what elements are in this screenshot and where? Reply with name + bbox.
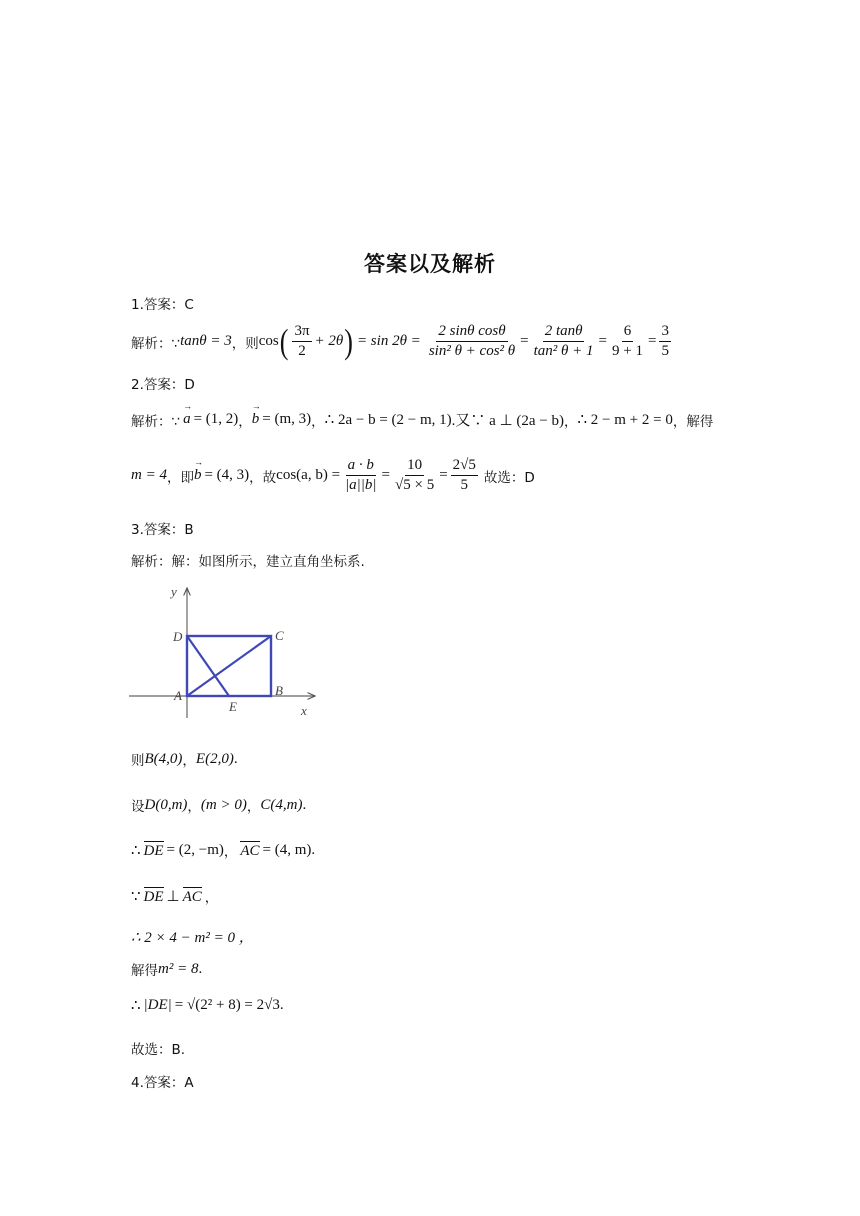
equals: =: [520, 333, 529, 350]
q2-frac-c: $\frac{2√5}{5}$: [452, 457, 476, 494]
q2-frac-b: $\frac{10}{√5 \times 5}$: [395, 457, 435, 494]
paren-right: ): [344, 321, 353, 361]
q1-frac1: $\frac{3\pi}{2}$: [294, 323, 310, 360]
comma: ，: [223, 844, 238, 860]
label-x: x: [301, 703, 307, 718]
label-d: D: [173, 629, 183, 644]
q3-line7: [131, 996, 284, 1015]
q1-frac4: $\frac{6}{9 + 1}$: [612, 323, 643, 360]
condition: (m > 0): [200, 796, 247, 813]
q2-choose: 故选：D: [483, 469, 535, 486]
text: 解得: [131, 963, 158, 979]
period: .: [311, 841, 316, 858]
q2-solution-line2: [131, 457, 535, 495]
coordinate-diagram: [129, 584, 321, 720]
vector-a: → a: [183, 411, 191, 428]
label-e: E: [229, 699, 237, 714]
point-e: E(2,0): [195, 750, 234, 767]
comma: ，: [564, 413, 578, 430]
q2-solution-line1: [131, 409, 713, 430]
vector-b: → b: [194, 467, 202, 484]
q3-line1: [131, 749, 238, 769]
q3-choose: 故选：B.: [131, 1042, 186, 1058]
q2-frac-a: $\frac{a \cdot b}{|a||b|}$: [345, 457, 377, 494]
comma: ，: [204, 890, 219, 906]
equals: =: [647, 333, 657, 350]
q2-perp: .又∵ a ⊥ (2a − b): [451, 413, 565, 429]
because: ∵: [131, 888, 141, 905]
q2-m-val: m = 4: [131, 467, 167, 484]
comma: ，: [246, 799, 261, 815]
point-c: C(4,m): [260, 796, 303, 813]
q2-solve: ，解得: [672, 413, 714, 430]
q3-intro: 解析：解：如图所示，建立直角坐标系.: [131, 554, 365, 570]
period: .: [279, 997, 284, 1013]
value: = (4, m): [262, 841, 312, 858]
q1-frac2: $\frac{\text{2 sinθ cosθ}}{\text{sin² θ + cos² θ}}$: [428, 323, 516, 360]
q1-frac5: $\frac{3}{5}$: [661, 323, 669, 360]
result: = √(2² + 8) = 2√3: [174, 997, 280, 1013]
vector-b: → b: [252, 411, 260, 428]
equals: =: [381, 467, 390, 484]
label-y: y: [171, 584, 177, 599]
value: = (2, −m): [166, 841, 224, 858]
q3-line3: [131, 840, 315, 860]
q1-eq1: = sin 2θ =: [356, 333, 421, 350]
diagonal-ac: [187, 636, 271, 696]
vector-ac: AC: [182, 888, 202, 905]
text: 设: [131, 799, 145, 815]
q3-line4: [131, 886, 218, 906]
q1-answer: 1.答案：C: [131, 297, 194, 313]
text: 则: [131, 753, 145, 769]
segment-de: [187, 636, 229, 696]
q2-a-val: = (1, 2): [193, 411, 239, 427]
comma: ，: [187, 799, 201, 815]
equals: =: [598, 333, 608, 350]
q2-cos-lhs: cos(a, b) =: [276, 467, 341, 484]
vector-de: DE: [143, 888, 164, 905]
equals: =: [439, 467, 448, 484]
period: .: [198, 960, 203, 977]
point-d: D(0,m): [144, 796, 188, 813]
q1-given: tanθ = 3: [180, 333, 232, 350]
perp-symbol: ⊥: [166, 888, 180, 905]
q4-answer: 4.答案：A: [131, 1075, 194, 1091]
q3-line6: [131, 959, 202, 979]
q1-then: ，则: [231, 335, 259, 352]
magnitude-de: |DE|: [143, 997, 172, 1013]
q3-line5: ∴ 2 × 4 − m² = 0 ，: [131, 930, 254, 946]
q1-frac3: $\frac{2 \tan\theta}{\text{tan² θ + 1}}$: [533, 323, 594, 360]
q2-eqn: ∴ 2 − m + 2 = 0: [577, 412, 673, 428]
q1-solution: [131, 323, 674, 361]
point-b: B(4,0): [144, 750, 183, 767]
label-a: A: [174, 688, 182, 703]
paren-left: (: [279, 321, 289, 361]
therefore: ∴: [131, 998, 141, 1014]
q2-gu: ，故: [249, 469, 277, 486]
page-title: 答案以及解析: [364, 252, 496, 276]
label-b: B: [275, 683, 283, 698]
q2-b-new: = (4, 3): [204, 467, 250, 484]
q1-label: 解析：∵: [131, 335, 181, 352]
q1-plus: + 2θ: [314, 333, 344, 350]
comma: ，: [238, 413, 252, 430]
m-squared: m² = 8: [158, 960, 199, 977]
q2-label: 解析：∵: [131, 413, 181, 430]
comma: ，: [311, 413, 325, 430]
q1-cos: cos: [258, 333, 279, 350]
q3-answer: 3.答案：B: [131, 522, 194, 538]
q2-ji: ，即: [166, 469, 194, 486]
q2-b-val: = (m, 3): [262, 411, 312, 427]
comma: ，: [182, 753, 196, 769]
q2-diff: ∴ 2a − b = (2 − m, 1): [324, 412, 452, 428]
vector-ac: AC: [240, 842, 260, 859]
period: .: [302, 796, 307, 813]
period: .: [233, 750, 238, 767]
label-c: C: [275, 628, 284, 643]
vector-de: DE: [143, 842, 164, 859]
q2-answer: 2.答案：D: [131, 377, 195, 393]
therefore: ∴: [131, 842, 141, 859]
q3-line2: [131, 795, 306, 815]
